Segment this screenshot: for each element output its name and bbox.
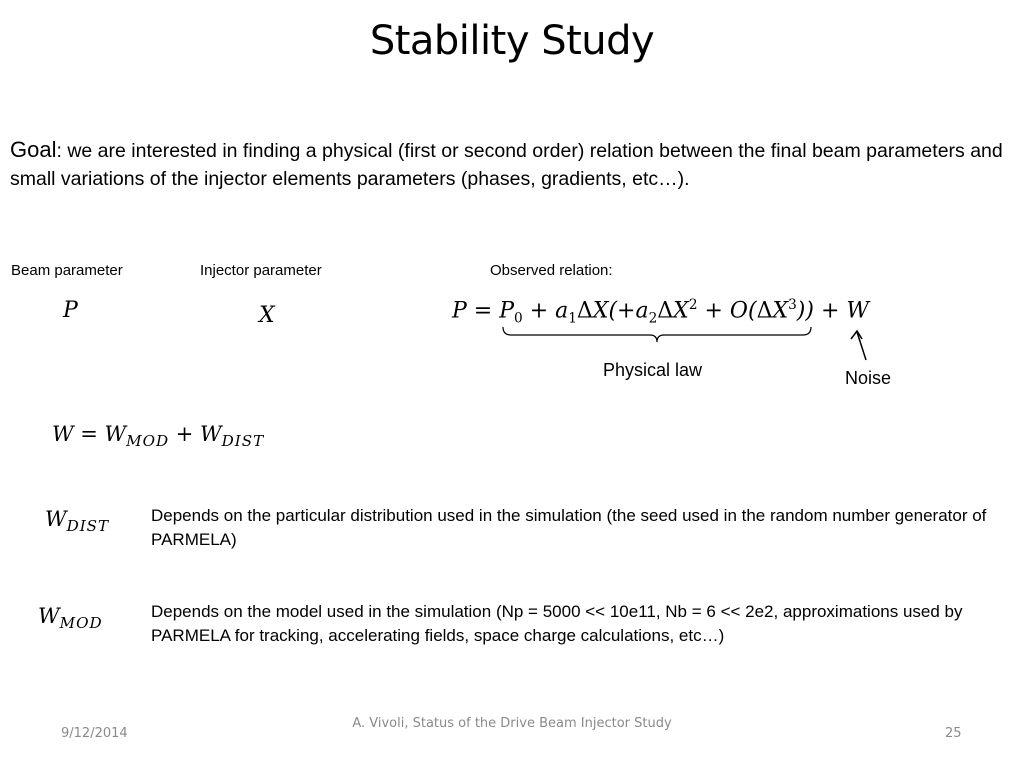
physical-law-label: Physical law (603, 360, 703, 380)
beam-parameter-label: Beam parameter (11, 262, 123, 279)
noise-arrow-line (857, 332, 866, 360)
w-mod-symbol: $W_{MOD}$ (38, 604, 103, 632)
footer-date: 9/12/2014 (61, 726, 128, 741)
w-dist-description: Depends on the particular distribution used in the simulation (the seed used in the random number generator of PARMELA) (151, 506, 987, 549)
goal-text: : we are interested in finding a physical (first or second order) relation between the final beam parameters and small variations of the injector elements parameters (phases, gradients, etc…). (10, 140, 1003, 190)
goal-label: Goal (10, 137, 57, 162)
observed-relation-formula: $P = P_0 + a_1\Delta X(+a_2\Delta X^2 + O(\Delta X^3)) + W$ (452, 297, 869, 327)
noise-label: Noise (845, 368, 892, 388)
slide-title: Stability Study (369, 18, 655, 64)
noise-decomposition-formula: $W = W_{MOD} + W_{DIST}$ (52, 422, 265, 450)
observed-relation-label: Observed relation: (490, 262, 613, 279)
noise-arrow-head (851, 331, 862, 339)
physical-law-brace (503, 327, 811, 342)
w-mod-description: Depends on the model used in the simulation (Np = 5000 << 10e11, Nb = 6 << 2e2, approximations used by PARMELA for tracking, accelerating fields, space charge calculations, etc…) (151, 602, 963, 645)
beam-parameter-symbol: P (63, 298, 78, 323)
w-dist-symbol: $W_{DIST}$ (45, 507, 110, 535)
injector-parameter-symbol: X (259, 303, 275, 328)
injector-parameter-label: Injector parameter (200, 262, 322, 279)
footer-page-number: 25 (945, 726, 962, 741)
footer-author-title: A. Vivoli, Status of the Drive Beam Injector Study (352, 716, 672, 731)
